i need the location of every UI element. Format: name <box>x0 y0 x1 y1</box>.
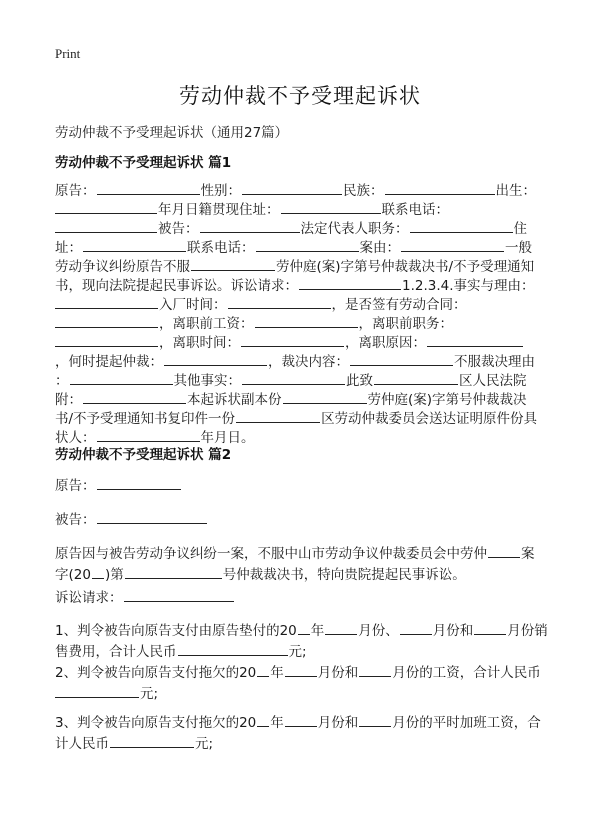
year-blank[interactable] <box>298 620 310 635</box>
claim-line <box>55 683 550 704</box>
claim-1 <box>55 620 550 662</box>
legal-rep-label: 法定代表人职务： <box>300 221 409 237</box>
print-label: Print <box>55 46 81 61</box>
entry-date-blank[interactable] <box>228 294 331 309</box>
attachment-blank[interactable] <box>83 389 186 404</box>
gender-label: 性别： <box>200 183 241 199</box>
copies-blank[interactable] <box>283 389 367 404</box>
defendant-label: 被告： <box>55 512 96 528</box>
static-text: )第 <box>104 567 124 583</box>
static-text: 1、判令被告向原告支付由原告垫付的20 <box>55 623 297 639</box>
static-text: 书/不予受理通知书复印件一份 <box>55 411 236 427</box>
year-blank[interactable] <box>257 662 269 677</box>
other-facts-blank[interactable] <box>242 370 345 385</box>
claims-blank[interactable] <box>124 587 234 602</box>
court-blank[interactable] <box>374 370 458 385</box>
leave-reason-blank[interactable] <box>427 332 523 347</box>
static-text: 号仲裁裁决书，特向贵院提起民事诉讼。 <box>222 567 466 583</box>
claim-line <box>55 662 550 683</box>
month-blank[interactable] <box>359 712 391 727</box>
month-blank[interactable] <box>325 620 357 635</box>
month-blank[interactable] <box>285 662 317 677</box>
static-text: 月份、 <box>358 623 399 639</box>
static-text: 劳仲庭(案)字第号仲裁裁决 <box>367 392 527 408</box>
salary-blank[interactable] <box>255 313 358 328</box>
claim-line <box>55 712 550 733</box>
entry-date-label: 入厂时间： <box>159 297 227 313</box>
attachment-label: 附： <box>55 392 82 408</box>
plaintiff-row <box>55 474 550 494</box>
static-text: ： <box>55 373 69 389</box>
form-line <box>55 199 550 218</box>
defendant-label: 被告： <box>158 221 199 237</box>
form-line <box>55 408 550 427</box>
leave-time-label: ，离职时间： <box>159 335 240 351</box>
static-text: 元; <box>195 736 214 752</box>
static-text: 月份的工资，合计人民币 <box>392 665 541 681</box>
arbitration-time-label: ，何时提起仲裁： <box>55 354 163 370</box>
form-line <box>55 256 550 275</box>
date-label: 年月日。 <box>200 430 255 446</box>
ruling-no-blank[interactable] <box>125 564 222 579</box>
form-line <box>55 332 550 351</box>
to-label: 此致 <box>346 373 373 389</box>
cause-blank[interactable] <box>401 237 504 252</box>
contract-label: ，是否签有劳动合同： <box>331 297 467 313</box>
static-text: 月份和 <box>432 623 474 639</box>
month-blank[interactable] <box>359 662 391 677</box>
static-text: 1.2.3.4.事实与理由： <box>402 278 535 294</box>
claim-line <box>55 733 550 754</box>
static-text: 月份的平时加班工资，合 <box>392 715 541 731</box>
district-blank[interactable] <box>236 408 320 423</box>
court-label: 区人民法院 <box>459 373 527 389</box>
defendant-blank[interactable] <box>97 509 207 524</box>
amount-blank[interactable] <box>55 683 139 698</box>
contract-blank[interactable] <box>55 313 158 328</box>
phone-label: 联系电话： <box>381 202 449 218</box>
defendant-row <box>55 508 550 528</box>
leave-time-blank[interactable] <box>241 332 344 347</box>
amount-blank[interactable] <box>110 733 194 748</box>
static-text: 年 <box>270 715 284 731</box>
month-blank[interactable] <box>285 712 317 727</box>
intro-line <box>55 543 550 564</box>
claims-blank[interactable] <box>299 275 401 290</box>
defendant-blank[interactable] <box>200 218 300 233</box>
static-text: 2、判令被告向原告支付拖欠的20 <box>55 665 257 681</box>
claim-line <box>55 641 550 662</box>
intro-line <box>55 564 550 585</box>
static-text: 区劳动仲裁委员会送达证明原件份具 <box>321 411 538 427</box>
birth-label: 出生： <box>495 183 536 199</box>
leave-reason-label: ，离职原因： <box>345 335 426 351</box>
static-text: 原告因与被告劳动争议纠纷一案，不服中山市劳动争议仲裁委员会中劳仲 <box>55 546 487 562</box>
form-line <box>55 275 550 294</box>
objection-blank[interactable] <box>70 370 173 385</box>
phone-blank-2[interactable] <box>256 237 359 252</box>
month-blank[interactable] <box>400 620 432 635</box>
facts-blank[interactable] <box>55 294 158 309</box>
form-line <box>55 294 550 313</box>
claim-line <box>55 620 550 641</box>
legal-rep-blank[interactable] <box>410 218 513 233</box>
static-text: 元; <box>288 644 307 660</box>
claims-row <box>55 586 550 606</box>
objection-label: 不服裁决理由 <box>454 354 535 370</box>
signer-blank[interactable] <box>97 427 200 442</box>
document-title: 劳动仲裁不予受理起诉状 <box>179 84 421 108</box>
arbitration-blank[interactable] <box>191 256 275 271</box>
form-line <box>55 218 550 237</box>
signer-label: 状人： <box>55 430 96 446</box>
form-line <box>55 351 550 370</box>
section-1-heading: 劳动仲裁不予受理起诉状 篇1 <box>55 155 232 171</box>
other-facts-label: 其他事实： <box>173 373 241 389</box>
form-line <box>55 313 550 332</box>
static-text: 年 <box>270 665 284 681</box>
static-text: 月份和 <box>317 665 359 681</box>
plaintiff-label: 原告： <box>55 183 96 199</box>
static-text: 月份和 <box>317 715 359 731</box>
static-text: 3、判令被告向原告支付拖欠的20 <box>55 715 257 731</box>
intro-paragraph <box>55 543 550 585</box>
static-text: 售费用，合计人民币 <box>55 644 177 660</box>
static-text: 案 <box>521 546 535 562</box>
form-line <box>55 370 550 389</box>
section-2-heading: 劳动仲裁不予受理起诉状 篇2 <box>55 447 232 463</box>
ethnicity-label: 民族： <box>343 183 384 199</box>
form-line <box>55 389 550 408</box>
claims-label: 诉讼请求： <box>55 590 123 606</box>
birth-blank[interactable] <box>55 199 157 214</box>
static-text: 本起诉状副本份 <box>187 392 282 408</box>
static-text: 计人民币 <box>55 736 109 752</box>
static-text: 年 <box>310 623 325 639</box>
static-text: 元; <box>140 686 159 702</box>
salary-label: ，离职前工资： <box>159 316 254 332</box>
address-label-2: 住 <box>513 221 527 237</box>
cause-label: 案由： <box>359 240 400 256</box>
static-text: 劳仲庭(案)字第号仲裁裁决书/不予受理通知 <box>276 259 535 275</box>
form-line <box>55 180 550 199</box>
form-line <box>55 237 550 256</box>
claim-3 <box>55 712 550 754</box>
claim-2 <box>55 662 550 704</box>
ruling-blank[interactable] <box>350 351 453 366</box>
amount-blank[interactable] <box>178 641 288 656</box>
phone-label-2: 联系电话： <box>187 240 255 256</box>
plaintiff-blank[interactable] <box>97 180 200 195</box>
year-blank[interactable] <box>257 712 269 727</box>
static-text: 月份销 <box>507 623 548 639</box>
case-no-blank[interactable] <box>488 543 520 558</box>
ruling-label: ，裁决内容： <box>268 354 349 370</box>
ethnicity-blank[interactable] <box>385 180 495 195</box>
plaintiff-blank[interactable] <box>97 475 181 490</box>
position-blank[interactable] <box>55 332 158 347</box>
address-blank-2[interactable] <box>83 237 186 252</box>
section-1-body <box>55 180 550 446</box>
address-blank[interactable] <box>281 199 381 214</box>
arbitration-time-blank[interactable] <box>164 351 267 366</box>
gender-blank[interactable] <box>242 180 342 195</box>
position-label: ，离职前职务： <box>358 316 453 332</box>
plaintiff-label: 原告： <box>55 478 96 494</box>
general-text: 一般 <box>505 240 532 256</box>
year-blank[interactable] <box>92 564 104 579</box>
phone-blank[interactable] <box>55 218 157 233</box>
address-label: 年月日籍贯现住址： <box>158 202 280 218</box>
static-text: 劳动争议纠纷原告不服 <box>55 259 190 275</box>
address-label-2b: 址： <box>55 240 82 256</box>
static-text: 书，现向法院提起民事诉讼。诉讼请求： <box>55 278 298 294</box>
month-blank[interactable] <box>474 620 506 635</box>
document-subtitle: 劳动仲裁不予受理起诉状（通用27篇） <box>55 125 289 141</box>
static-text: 字(20 <box>55 567 91 583</box>
